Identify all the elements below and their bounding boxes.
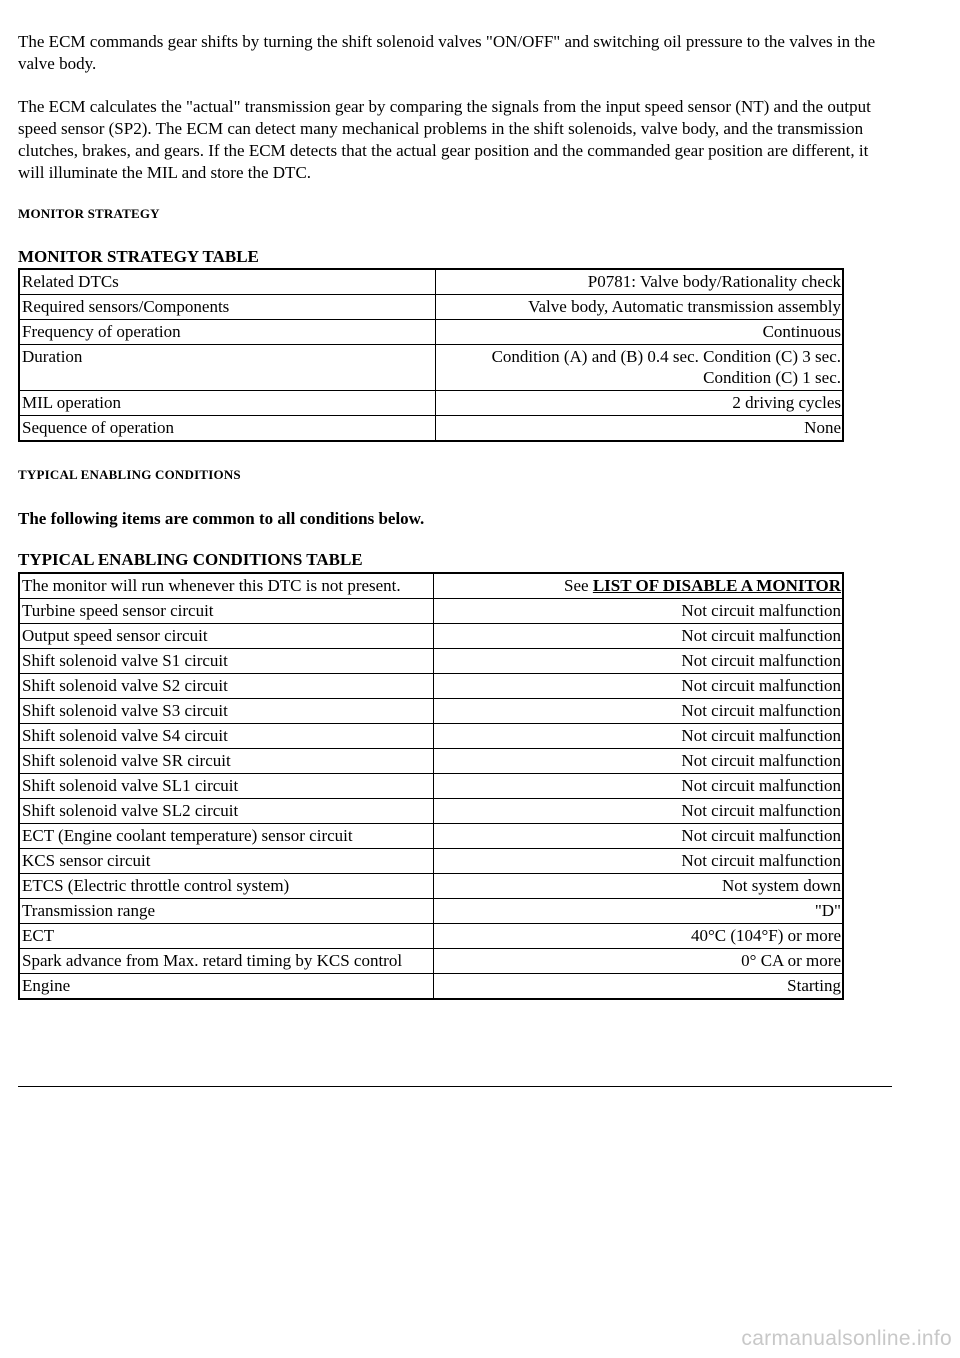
table-row	[19, 774, 843, 799]
table-cell-value: Continuous	[436, 320, 844, 345]
table-cell-label: Sequence of operation	[19, 416, 436, 442]
table-cell-label: ECT	[19, 924, 434, 949]
table-row	[19, 724, 843, 749]
watermark-text: carmanualsonline.info	[741, 1327, 952, 1350]
table-cell-value: Not circuit malfunction	[434, 774, 844, 799]
table-cell-label: Shift solenoid valve SR circuit	[19, 749, 434, 774]
typical-enabling-table-heading: TYPICAL ENABLING CONDITIONS TABLE	[18, 550, 363, 569]
table-row	[19, 391, 843, 416]
horizontal-divider	[18, 1086, 892, 1087]
table-cell-value: Not circuit malfunction	[434, 649, 844, 674]
table-row	[19, 799, 843, 824]
table-cell-label: The monitor will run whenever this DTC is not present.	[19, 573, 434, 599]
table-cell-value: Not circuit malfunction	[434, 799, 844, 824]
table-row	[19, 573, 843, 599]
table-row	[19, 749, 843, 774]
table-cell-label: Shift solenoid valve S1 circuit	[19, 649, 434, 674]
table-cell-label: Duration	[19, 345, 436, 391]
table-cell-label: Related DTCs	[19, 269, 436, 295]
table-row	[19, 824, 843, 849]
table-cell-value: Not system down	[434, 874, 844, 899]
table-cell-value: None	[436, 416, 844, 442]
table-cell-value: Not circuit malfunction	[434, 599, 844, 624]
table-cell-value: Not circuit malfunction	[434, 824, 844, 849]
table-cell-value: P0781: Valve body/Rationality check	[436, 269, 844, 295]
table-cell-label: Shift solenoid valve SL1 circuit	[19, 774, 434, 799]
see-prefix: See	[564, 576, 593, 595]
table-cell-label: Turbine speed sensor circuit	[19, 599, 434, 624]
table-cell-value: Starting	[434, 974, 844, 1000]
table-cell-value: 2 driving cycles	[436, 391, 844, 416]
table-cell-value: 0° CA or more	[434, 949, 844, 974]
monitor-strategy-table-heading: MONITOR STRATEGY TABLE	[18, 247, 259, 266]
table-cell-value: Not circuit malfunction	[434, 624, 844, 649]
table-cell-label: Transmission range	[19, 899, 434, 924]
table-cell-label: Shift solenoid valve S3 circuit	[19, 699, 434, 724]
table-cell-value: Not circuit malfunction	[434, 849, 844, 874]
table-row	[19, 874, 843, 899]
table-cell-label: Shift solenoid valve SL2 circuit	[19, 799, 434, 824]
table-cell-label: ETCS (Electric throttle control system)	[19, 874, 434, 899]
table-row	[19, 924, 843, 949]
table-row	[19, 624, 843, 649]
table-cell-value	[434, 573, 844, 599]
table-cell-label: Frequency of operation	[19, 320, 436, 345]
table-cell-value: Not circuit malfunction	[434, 699, 844, 724]
table-row	[19, 599, 843, 624]
table-cell-label: Shift solenoid valve S4 circuit	[19, 724, 434, 749]
table-cell-value	[436, 345, 844, 391]
table-cell-value: "D"	[434, 899, 844, 924]
duration-line-1: Condition (A) and (B) 0.4 sec. Condition (C) 3 sec.	[491, 347, 841, 366]
monitor-strategy-table	[18, 268, 844, 442]
table-cell-value: Valve body, Automatic transmission assembly	[436, 295, 844, 320]
table-cell-label: KCS sensor circuit	[19, 849, 434, 874]
intro-paragraph: The ECM commands gear shifts by turning the shift solenoid valves "ON/OFF" and switching oil pressure to the valves in the valve body.	[18, 32, 876, 73]
table-row	[19, 649, 843, 674]
table-cell-label: Spark advance from Max. retard timing by KCS control	[19, 949, 434, 974]
typical-enabling-heading: TYPICAL ENABLING CONDITIONS	[18, 467, 241, 482]
ecm-description-paragraph: The ECM calculates the "actual" transmission gear by comparing the signals from the input speed sensor (NT) and the output speed sensor (SP2). The ECM can detect many mechanical problems in the shift solenoids, valve body, and the transmission clutches, brakes, and gears. If the ECM detects that the actual gear position and the commanded gear position are different, it will illuminate the MIL and store the DTC.	[18, 97, 871, 182]
table-cell-label: Required sensors/Components	[19, 295, 436, 320]
monitor-strategy-heading: MONITOR STRATEGY	[18, 206, 160, 221]
table-row	[19, 899, 843, 924]
table-cell-value: 40°C (104°F) or more	[434, 924, 844, 949]
table-cell-label: ECT (Engine coolant temperature) sensor circuit	[19, 824, 434, 849]
table-row	[19, 416, 843, 442]
table-cell-value: Not circuit malfunction	[434, 749, 844, 774]
disable-monitor-list-link[interactable]: LIST OF DISABLE A MONITOR	[592, 576, 841, 595]
table-cell-label: Shift solenoid valve S2 circuit	[19, 674, 434, 699]
table-row	[19, 269, 843, 295]
typical-enabling-table	[18, 572, 844, 1000]
common-conditions-note: The following items are common to all conditions below.	[18, 509, 425, 528]
table-cell-value: Not circuit malfunction	[434, 674, 844, 699]
table-cell-label: MIL operation	[19, 391, 436, 416]
table-row	[19, 849, 843, 874]
table-row	[19, 974, 843, 1000]
table-row	[19, 295, 843, 320]
table-row	[19, 949, 843, 974]
table-cell-label: Output speed sensor circuit	[19, 624, 434, 649]
table-row	[19, 699, 843, 724]
table-cell-label: Engine	[19, 974, 434, 1000]
duration-line-2: Condition (C) 1 sec.	[703, 368, 841, 387]
table-row	[19, 320, 843, 345]
table-row	[19, 674, 843, 699]
table-row	[19, 345, 843, 391]
table-cell-value: Not circuit malfunction	[434, 724, 844, 749]
